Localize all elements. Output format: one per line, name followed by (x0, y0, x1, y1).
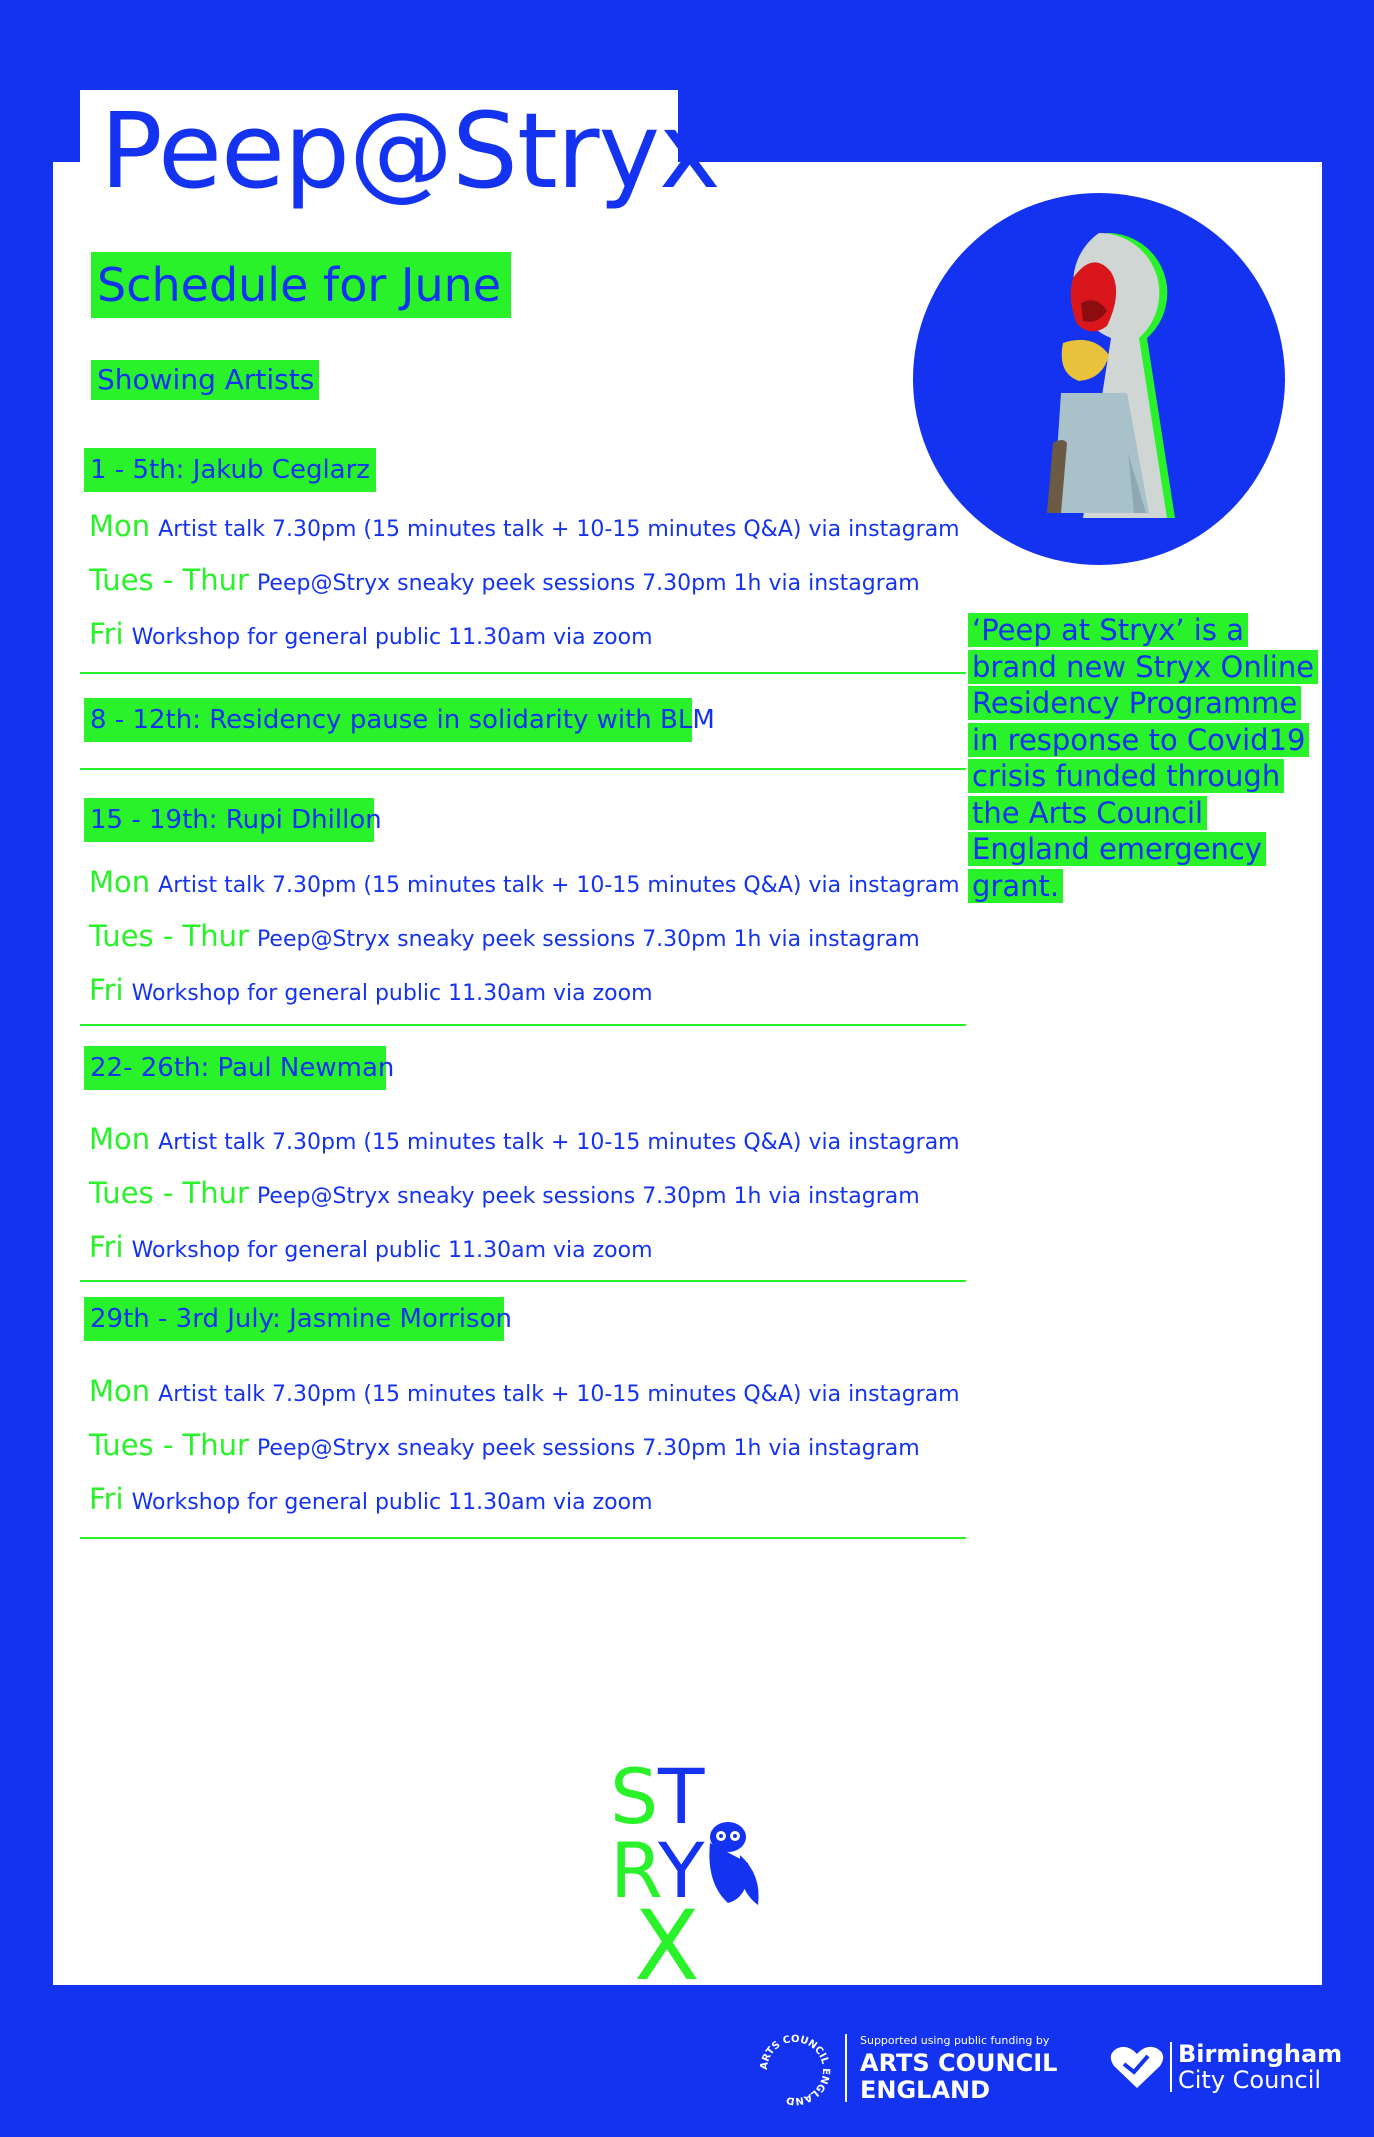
logo-letter: Y (658, 1826, 705, 1915)
divider (80, 1537, 966, 1539)
footer-divider (845, 2034, 847, 2102)
day-label: Tues - Thur (89, 1428, 249, 1462)
day-label: Fri (89, 617, 124, 651)
day-label: Mon (89, 1122, 151, 1156)
divider (80, 1280, 966, 1282)
stryx-logo (600, 1745, 770, 1999)
arts-council-ring-logo (755, 2030, 835, 2110)
day-label: Tues - Thur (89, 563, 249, 597)
day-label: Mon (89, 1374, 151, 1408)
schedule-row (89, 1176, 920, 1214)
day-label: Tues - Thur (89, 1176, 249, 1210)
schedule-row (89, 1230, 653, 1268)
session-text: Artist talk 7.30pm (15 minutes talk + 10-15 minutes Q&A) via instagram (158, 1130, 960, 1155)
birmingham-heart-icon (1110, 2044, 1164, 2090)
programme-blurb (968, 612, 1318, 904)
artist-heading-4: 22- 26th: Paul Newman (84, 1046, 386, 1090)
day-label: Mon (89, 509, 151, 543)
day-label: Mon (89, 865, 151, 899)
showing-artists-heading: Showing Artists (91, 360, 319, 400)
arts-council-line1: ARTS COUNCIL (860, 2049, 1058, 2077)
birmingham-line2: City Council (1178, 2066, 1322, 2094)
schedule-row (89, 509, 960, 547)
artist-heading-3: 15 - 19th: Rupi Dhillon (84, 798, 374, 842)
artist-heading-2: 8 - 12th: Residency pause in solidarity with BLM (84, 698, 692, 742)
schedule-row (89, 563, 920, 601)
schedule-row (89, 973, 653, 1011)
divider (80, 768, 966, 770)
session-text: Workshop for general public 11.30am via zoom (131, 1238, 653, 1263)
blurb-text: ‘Peep at Stryx’ is a brand new Stryx Online Residency Programme in response to Covid19 crisis funded through the Arts Council England emergency grant. (968, 613, 1318, 903)
day-label: Fri (89, 1482, 124, 1516)
artist-heading-5: 29th - 3rd July: Jasmine Morrison (84, 1297, 504, 1341)
arts-council-supported-text: Supported using public funding by (860, 2034, 1050, 2047)
logo-letter: X (634, 1890, 700, 1995)
day-label: Fri (89, 1230, 124, 1264)
session-text: Peep@Stryx sneaky peek sessions 7.30pm 1h via instagram (256, 571, 920, 596)
session-text: Artist talk 7.30pm (15 minutes talk + 10-15 minutes Q&A) via instagram (158, 517, 960, 542)
session-text: Peep@Stryx sneaky peek sessions 7.30pm 1h via instagram (256, 927, 920, 952)
arts-council-name (860, 2050, 1057, 2104)
schedule-row (89, 919, 920, 957)
session-text: Artist talk 7.30pm (15 minutes talk + 10-15 minutes Q&A) via instagram (158, 873, 960, 898)
schedule-heading: Schedule for June (91, 252, 511, 318)
day-label: Tues - Thur (89, 919, 249, 953)
session-text: Artist talk 7.30pm (15 minutes talk + 10-15 minutes Q&A) via instagram (158, 1382, 960, 1407)
session-text: Peep@Stryx sneaky peek sessions 7.30pm 1h via instagram (256, 1436, 920, 1461)
svg-text:ARTS COUNCIL ENGLAND: ARTS COUNCIL ENGLAND (758, 2033, 832, 2107)
divider (80, 1024, 966, 1026)
session-text: Workshop for general public 11.30am via zoom (131, 625, 653, 650)
footer-divider (1170, 2042, 1172, 2092)
keyhole-image (913, 193, 1285, 565)
schedule-row (89, 1482, 653, 1520)
schedule-row (89, 617, 653, 655)
schedule-row (89, 1428, 920, 1466)
schedule-row (89, 865, 960, 903)
session-text: Workshop for general public 11.30am via zoom (131, 981, 653, 1006)
owl-icon (709, 1822, 758, 1905)
page-title: Peep@Stryx (100, 90, 720, 212)
logo-letter: T (658, 1752, 705, 1841)
logo-letter: S (610, 1752, 659, 1841)
schedule-row (89, 1122, 960, 1160)
day-label: Fri (89, 973, 124, 1007)
session-text: Workshop for general public 11.30am via zoom (131, 1490, 653, 1515)
session-text: Peep@Stryx sneaky peek sessions 7.30pm 1h via instagram (256, 1184, 920, 1209)
divider (80, 672, 966, 674)
arts-council-line2: ENGLAND (860, 2076, 991, 2104)
birmingham-line1: Birmingham (1178, 2040, 1343, 2068)
logo-letter: R (610, 1826, 663, 1915)
keyhole-illustration (913, 193, 1285, 565)
schedule-row (89, 1374, 960, 1412)
artist-heading-1: 1 - 5th: Jakub Ceglarz (84, 448, 376, 492)
